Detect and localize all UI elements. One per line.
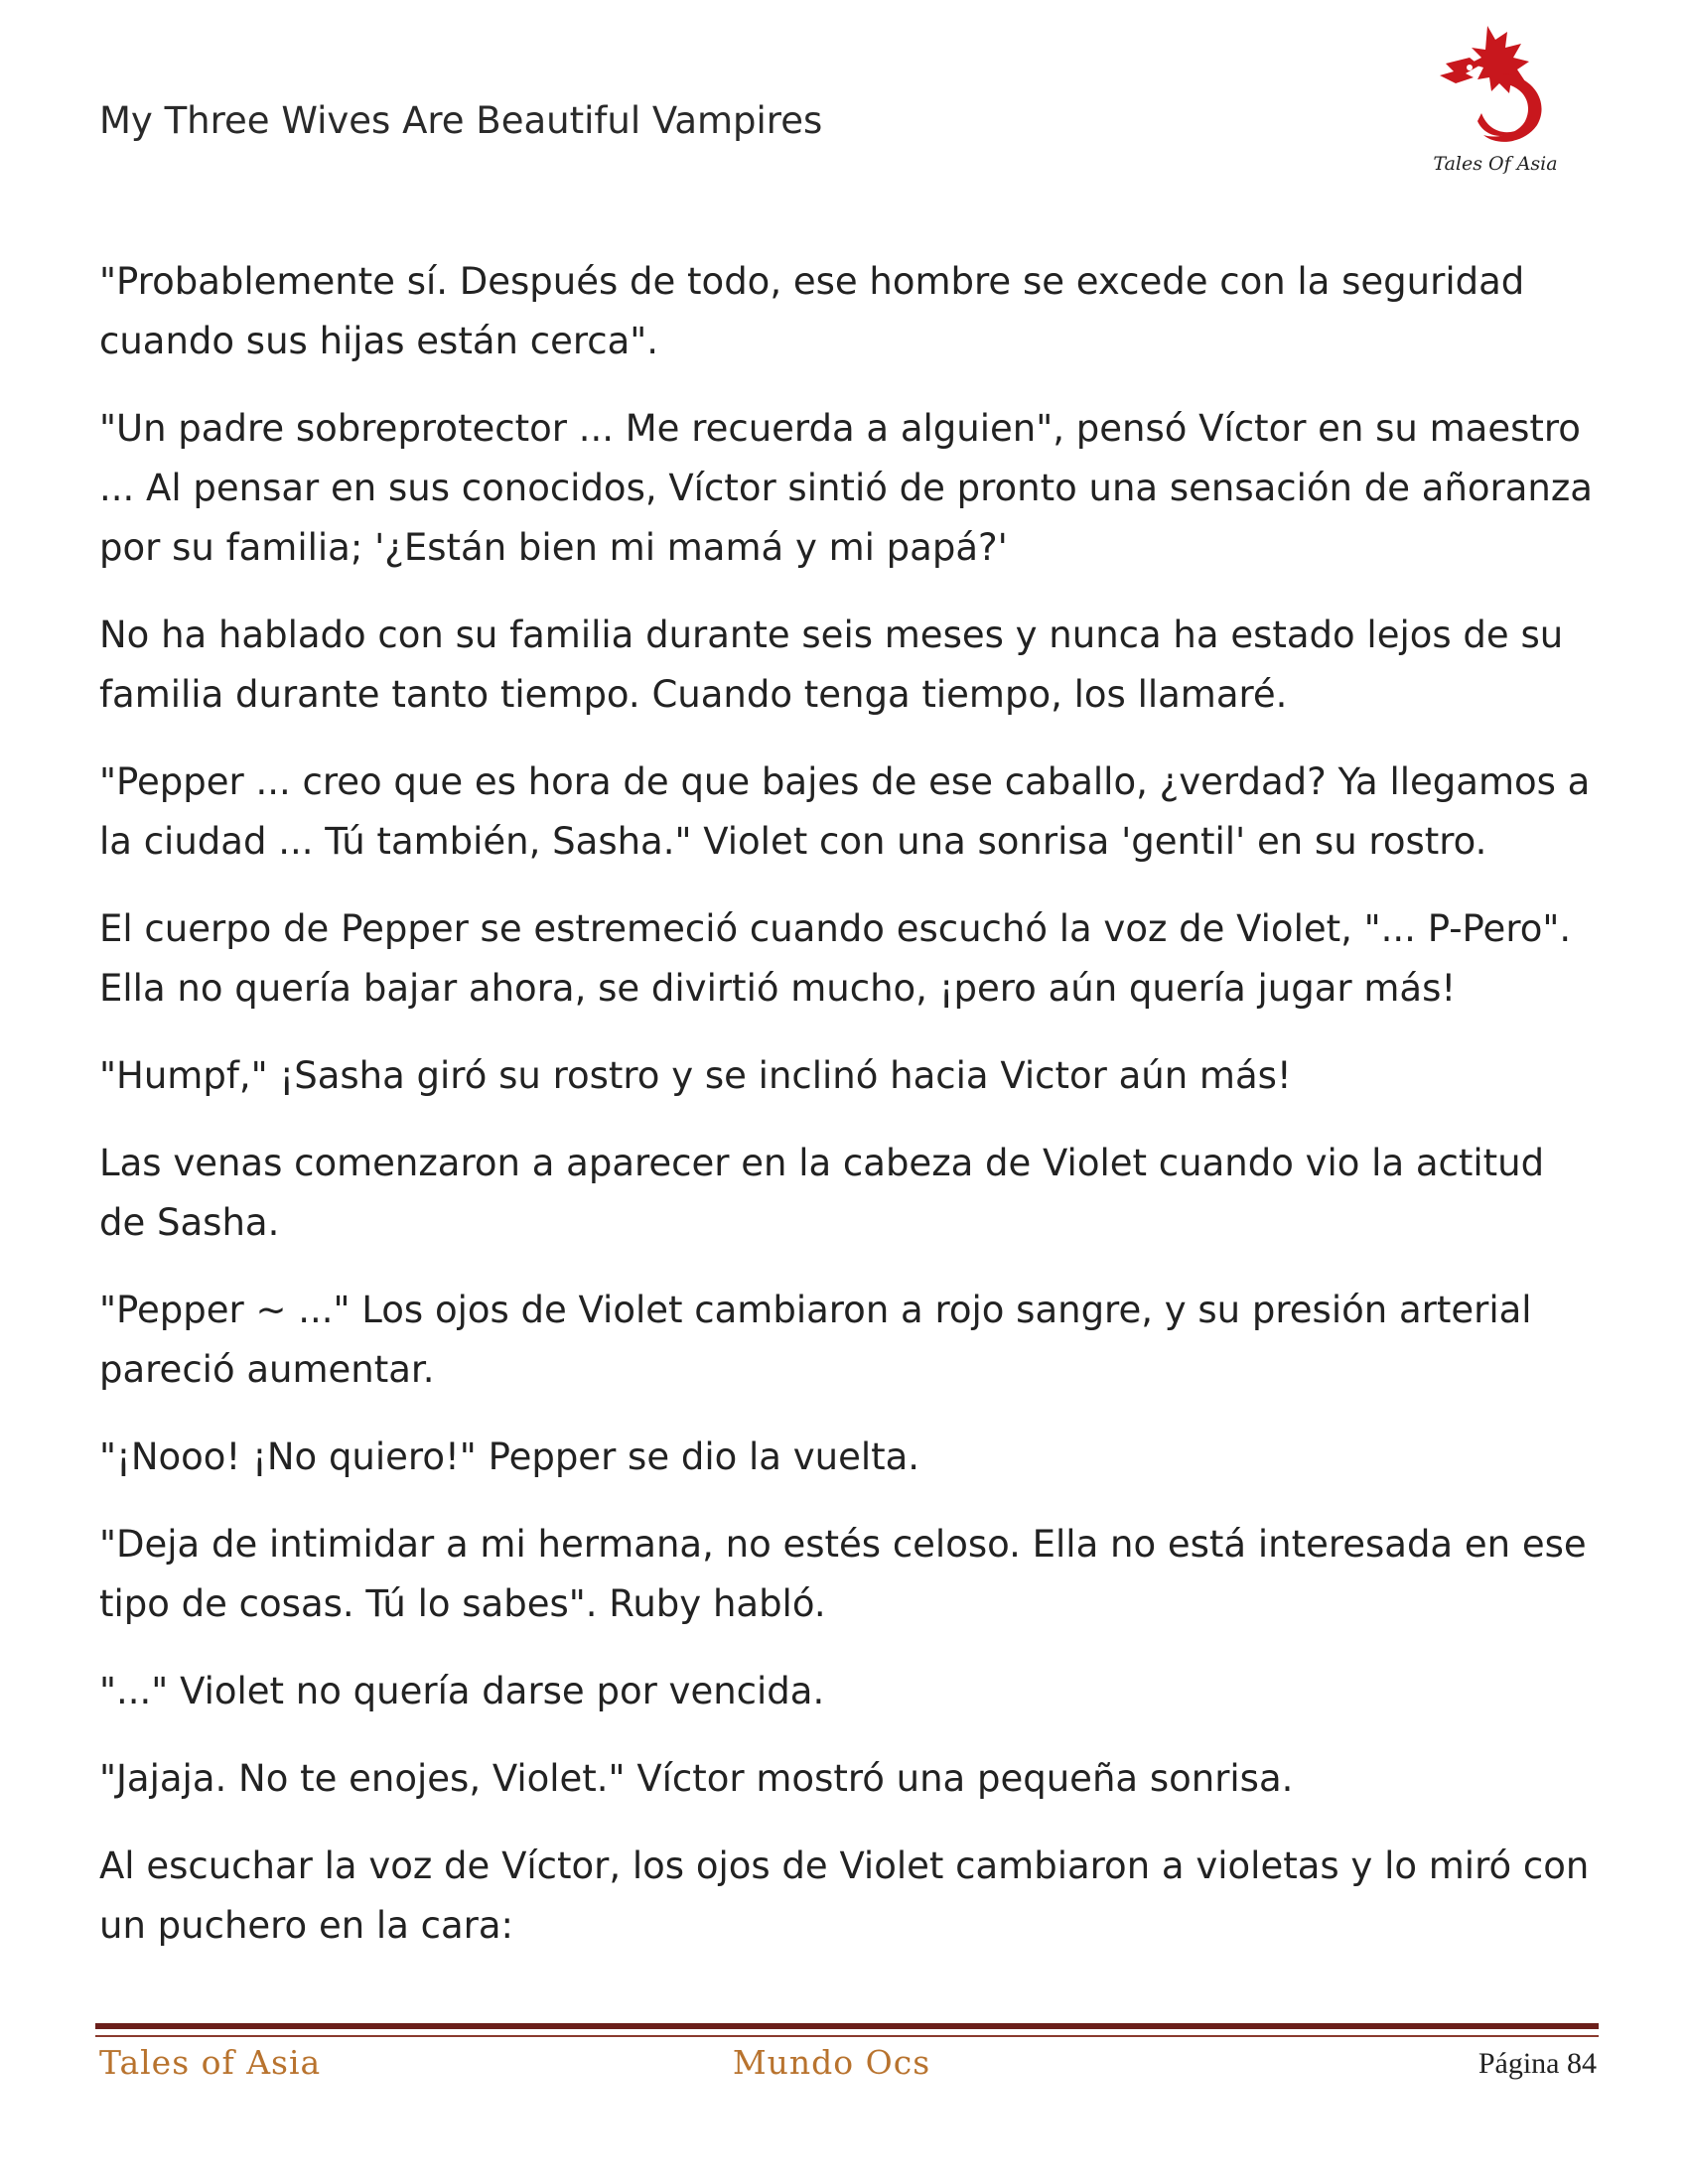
paragraph: "Un padre sobreprotector ... Me recuerda a alguien", pensó Víctor en su maestro ... Al pensar en sus conocidos, Víctor sintió de pronto una sensación de añoranza por su familia; '¿Están bien mi mamá y mi papá?' — [99, 407, 1593, 569]
chapter-body — [99, 252, 1599, 1983]
paragraph: No ha hablado con su familia durante seis meses y nunca ha estado lejos de su familia durante tanto tiempo. Cuando tenga tiempo, los llamaré. — [99, 614, 1564, 716]
paragraph: "Humpf," ¡Sasha giró su rostro y se inclinó hacia Victor aún más! — [99, 1054, 1292, 1097]
page-header-title: My Three Wives Are Beautiful Vampires — [99, 99, 823, 142]
paragraph: "¡Nooo! ¡No quiero!" Pepper se dio la vuelta. — [99, 1435, 920, 1478]
paragraph: "Probablemente sí. Después de todo, ese hombre se excede con la seguridad cuando sus hijas están cerca". — [99, 260, 1525, 362]
red-dragon-icon — [1426, 18, 1565, 157]
footer-divider-thick — [95, 2023, 1599, 2029]
footer-publisher: Tales of Asia — [99, 2043, 322, 2082]
footer-divider-thin — [95, 2035, 1599, 2037]
paragraph: Al escuchar la voz de Víctor, los ojos de Violet cambiaron a violetas y lo miró con un puchero en la cara: — [99, 1844, 1590, 1947]
footer-site: Mundo Ocs — [732, 2043, 931, 2082]
paragraph: "Pepper ~ ..." Los ojos de Violet cambiaron a rojo sangre, y su presión arterial pareció aumentar. — [99, 1289, 1532, 1391]
paragraph: Las venas comenzaron a aparecer en la cabeza de Violet cuando vio la actitud de Sasha. — [99, 1142, 1545, 1244]
paragraph: "Jajaja. No te enojes, Violet." Víctor mostró una pequeña sonrisa. — [99, 1757, 1294, 1800]
paragraph: El cuerpo de Pepper se estremeció cuando escuchó la voz de Violet, "... P-Pero". Ella no quería bajar ahora, se divirtió mucho, ¡pero aún quería jugar más! — [99, 907, 1572, 1010]
logo-text: Tales Of Asia — [1433, 153, 1558, 175]
paragraph: "..." Violet no quería darse por vencida. — [99, 1670, 825, 1712]
publisher-logo — [1426, 18, 1565, 182]
paragraph: "Pepper ... creo que es hora de que bajes de ese caballo, ¿verdad? Ya llegamos a la ciudad ... Tú también, Sasha." Violet con una sonrisa 'gentil' en su rostro. — [99, 760, 1591, 863]
page-number: Página 84 — [1477, 2047, 1597, 2080]
paragraph: "Deja de intimidar a mi hermana, no estés celoso. Ella no está interesada en ese tipo de cosas. Tú lo sabes". Ruby habló. — [99, 1523, 1587, 1625]
